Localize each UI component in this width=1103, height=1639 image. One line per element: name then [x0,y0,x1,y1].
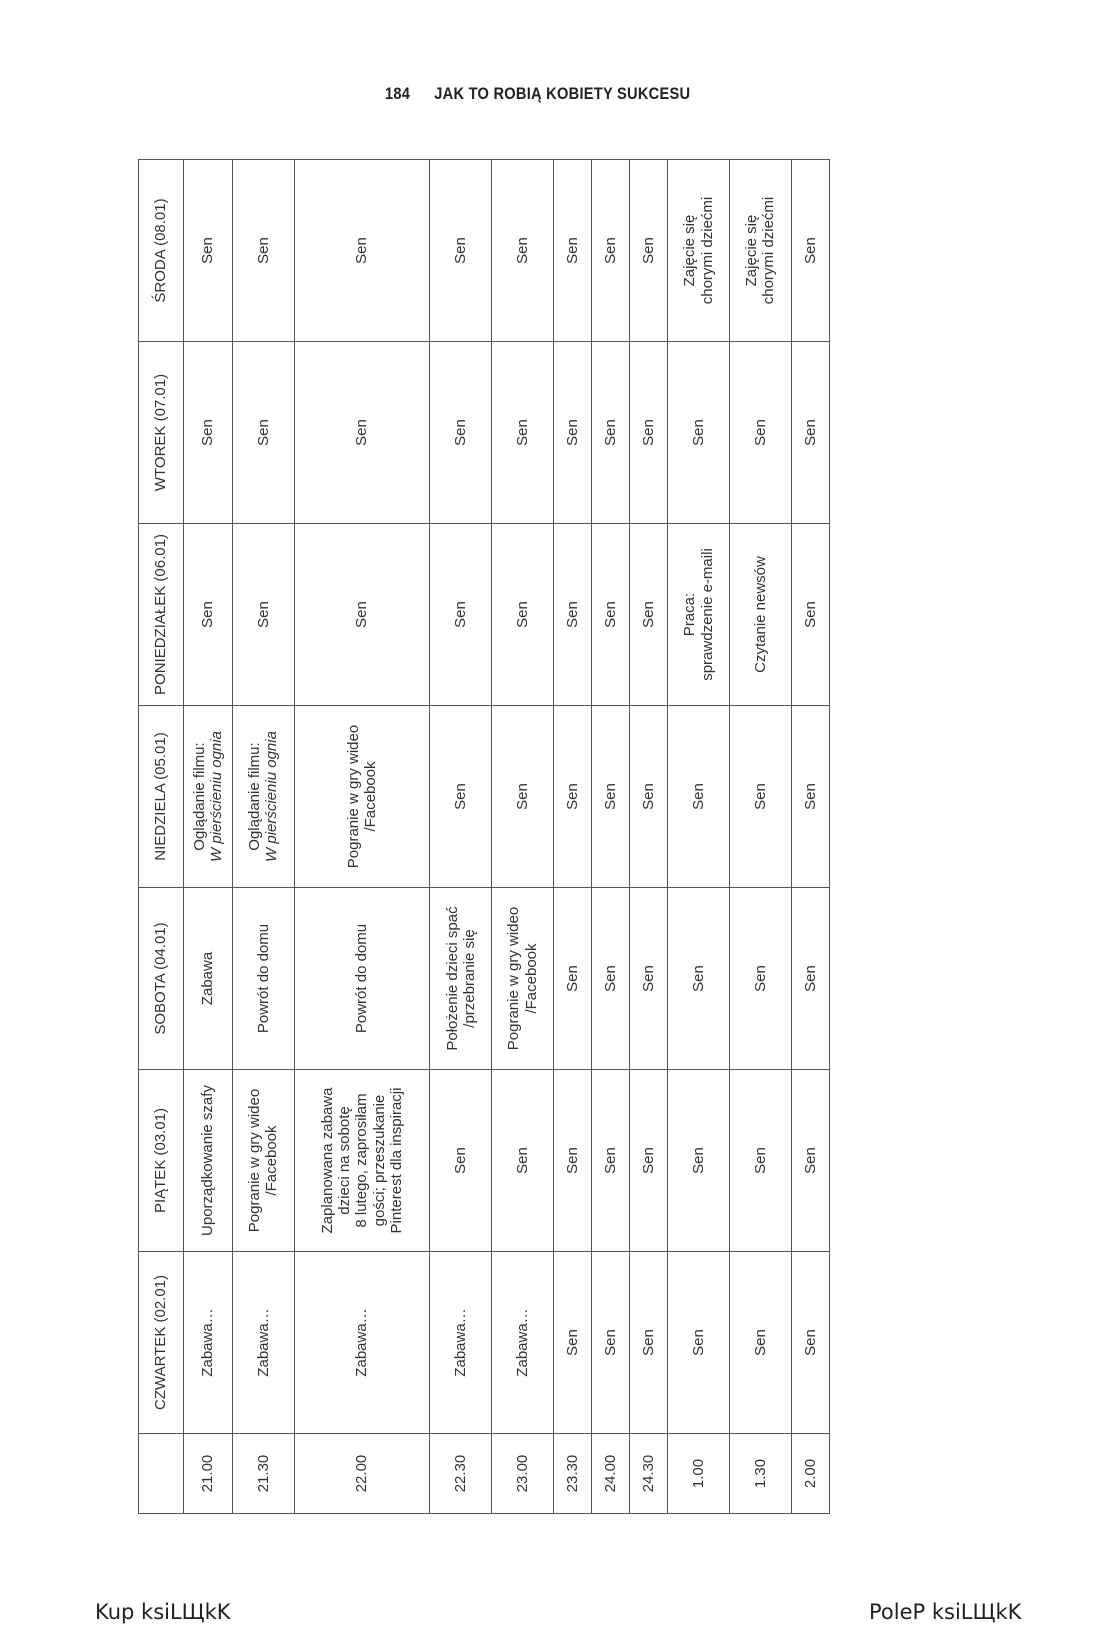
activity-cell: Sen [730,1070,792,1252]
time-cell: 22.30 [430,1434,492,1514]
page-number: 184 [385,84,411,103]
activity-cell: Sen [630,1070,668,1252]
activity-cell: Sen [630,706,668,888]
activity-cell: Sen [730,342,792,524]
activity-cell: Zabawa… [232,1252,294,1434]
table-row [791,160,829,1514]
activity-line: chorymi dziećmi [698,196,716,305]
activity-cell: Sen [592,706,630,888]
activity-cell: Powrót do domu [294,888,430,1070]
activity-cell: Sen [554,524,592,706]
activity-cell: Sen [554,342,592,524]
time-cell: 24.00 [592,1434,630,1514]
activity-cell [232,1070,294,1252]
activity-line: Zajęcie się [681,214,699,287]
activity-cell: Sen [791,706,829,888]
day-header: WTOREK (07.01) [139,342,184,524]
activity-cell: Sen [430,160,492,342]
table-row [630,160,668,1514]
activity-line: dzieci na sobotę [336,1106,354,1215]
activity-cell: Sen [791,1252,829,1434]
table-row [492,160,554,1514]
schedule-table-wrapper [138,159,830,1514]
activity-cell [730,160,792,342]
table-row [184,160,233,1514]
day-header: CZWARTEK (02.01) [139,1252,184,1434]
activity-line: /przebranie się [460,929,478,1028]
activity-line: sprawdzenie e-maili [698,548,716,681]
activity-cell: Sen [592,160,630,342]
activity-line: 8 lutego, zaprosiłam [353,1093,371,1228]
running-header [385,84,690,108]
activity-cell: Sen [592,888,630,1070]
activity-cell: Sen [592,524,630,706]
day-header: SOBOTA (04.01) [139,888,184,1070]
time-cell: 24.30 [630,1434,668,1514]
activity-cell: Uporządkowanie szafy [184,1070,233,1252]
activity-cell [668,160,730,342]
corner-cell [139,1434,184,1514]
table-header-row [139,160,184,1514]
activity-line: /Facebook [263,1125,281,1196]
activity-cell: Sen [492,706,554,888]
table-row [554,160,592,1514]
activity-cell [430,888,492,1070]
time-cell: 23.00 [492,1434,554,1514]
day-header: ŚRODA (08.01) [139,160,184,342]
activity-cell: Sen [430,1070,492,1252]
activity-cell: Sen [592,1252,630,1434]
activity-cell: Sen [492,1070,554,1252]
activity-cell: Czytanie newsów [730,524,792,706]
time-cell: 21.00 [184,1434,233,1514]
activity-cell: Sen [184,524,233,706]
time-cell: 2.00 [791,1434,829,1514]
activity-cell: Sen [430,524,492,706]
table-row [730,160,792,1514]
activity-cell: Sen [492,342,554,524]
activity-cell: Sen [554,888,592,1070]
activity-cell: Sen [730,1252,792,1434]
activity-cell: Sen [232,160,294,342]
table-row [294,160,430,1514]
table-row [430,160,492,1514]
activity-cell: Sen [592,342,630,524]
activity-cell [294,1070,430,1252]
activity-cell [232,706,294,888]
activity-line: W pierścieniu ognia [263,731,281,862]
activity-line: Pogranie w gry wideo [246,1088,264,1233]
activity-cell: Zabawa… [492,1252,554,1434]
activity-line: /Facebook [362,761,380,832]
activity-cell: Sen [668,1252,730,1434]
activity-line: chorymi dziećmi [760,196,778,305]
activity-cell: Sen [668,1070,730,1252]
activity-cell: Sen [492,160,554,342]
activity-cell: Powrót do domu [232,888,294,1070]
activity-cell: Sen [430,342,492,524]
activity-cell: Sen [791,888,829,1070]
day-header: NIEDZIELA (05.01) [139,706,184,888]
activity-line: Położenie dzieci spać [443,906,461,1051]
activity-cell: Sen [730,888,792,1070]
activity-line: Zajęcie się [743,214,761,287]
activity-cell: Sen [668,342,730,524]
activity-cell: Sen [791,160,829,342]
activity-cell: Zabawa… [430,1252,492,1434]
activity-cell: Sen [592,1070,630,1252]
activity-cell: Sen [294,160,430,342]
activity-cell: Sen [184,342,233,524]
book-title: JAK TO ROBIĄ KOBIETY SUKCESU [434,84,691,103]
activity-cell [492,888,554,1070]
activity-cell: Sen [630,1252,668,1434]
activity-cell: Sen [630,888,668,1070]
activity-cell: Sen [554,1070,592,1252]
time-cell: 1.30 [730,1434,792,1514]
activity-cell: Sen [492,524,554,706]
activity-line: Oglądanie filmu: [246,742,264,851]
schedule-table [138,159,830,1514]
activity-cell: Sen [554,1252,592,1434]
table-row [232,160,294,1514]
activity-cell: Sen [630,342,668,524]
activity-line: Praca: [681,592,699,637]
day-header: PONIEDZIAŁEK (06.01) [139,524,184,706]
activity-cell: Sen [294,524,430,706]
activity-cell: Zabawa… [184,1252,233,1434]
activity-line: /Facebook [522,943,540,1014]
buy-book-link[interactable]: Kup ksiLЩkK [95,1600,231,1624]
activity-cell: Sen [554,706,592,888]
activity-line: Zaplanowana zabawa [318,1087,336,1234]
activity-cell: Sen [430,706,492,888]
activity-cell: Sen [232,342,294,524]
time-cell: 22.00 [294,1434,430,1514]
recommend-book-link[interactable]: PoleP ksiLЩkK [869,1600,1022,1624]
activity-line: W pierścieniu ognia [207,731,225,862]
activity-line: gości; przeszukanie [370,1094,388,1227]
time-cell: 1.00 [668,1434,730,1514]
activity-cell: Sen [184,160,233,342]
activity-cell: Sen [630,160,668,342]
activity-line: Pogranie w gry wideo [344,724,362,869]
activity-cell: Sen [630,524,668,706]
activity-line: Pogranie w gry wideo [505,906,523,1051]
activity-cell [294,706,430,888]
activity-cell: Sen [791,342,829,524]
time-cell: 21.30 [232,1434,294,1514]
activity-cell: Sen [791,1070,829,1252]
activity-cell: Zabawa [184,888,233,1070]
activity-cell: Zabawa… [294,1252,430,1434]
activity-cell [668,524,730,706]
activity-line: Pinterest dla inspiracji [387,1087,405,1234]
activity-cell: Sen [294,342,430,524]
activity-cell: Sen [730,706,792,888]
time-cell: 23.30 [554,1434,592,1514]
activity-line: Oglądanie filmu: [190,742,208,851]
table-row [668,160,730,1514]
table-row [592,160,630,1514]
activity-cell: Sen [791,524,829,706]
activity-cell: Sen [668,888,730,1070]
activity-cell: Sen [668,706,730,888]
day-header: PIĄTEK (03.01) [139,1070,184,1252]
activity-cell: Sen [554,160,592,342]
activity-cell: Sen [232,524,294,706]
activity-cell [184,706,233,888]
